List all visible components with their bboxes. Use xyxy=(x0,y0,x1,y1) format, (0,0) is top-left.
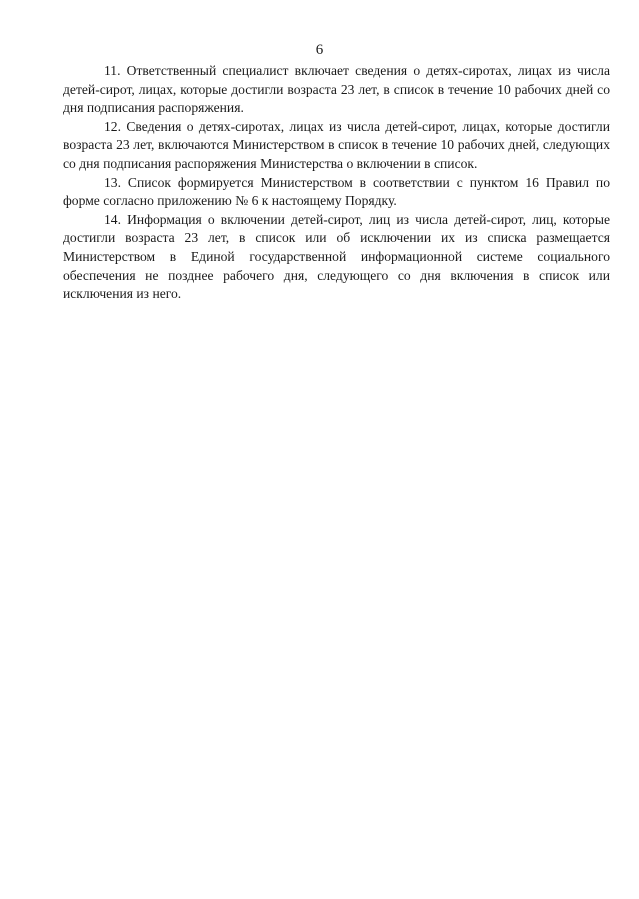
paragraph-13: 13. Список формируется Министерством в соответствии с пунктом 16 Правил по форме согласно приложению № 6 к настоящему Порядку. xyxy=(63,174,610,209)
page-number: 6 xyxy=(315,42,324,58)
paragraph-14: 14. Информация о включении детей-сирот, лиц из числа детей-сирот, лиц, которые достигли возраста 23 лет, в список или об исключении их из списка размещается Министерством в Единой государственной информационной системе социального обеспечения не позднее рабочего дня, следующего со дня включения в список или исключения из него. xyxy=(63,211,610,302)
document-body xyxy=(63,62,610,304)
paragraph-12: 12. Сведения о детях-сиротах, лицах из числа детей-сирот, лицах, которые достигли возраста 23 лет, включаются Министерством в список в течение 10 рабочих дней, следующих со дня подписания распоряжения Министерства о включении в список. xyxy=(63,118,610,171)
paragraph-11: 11. Ответственный специалист включает сведения о детях-сиротах, лицах из числа детей-сирот, лицах, которые достигли возраста 23 лет, в список в течение 10 рабочих дней со дня подписания распоряжения. xyxy=(63,63,610,116)
